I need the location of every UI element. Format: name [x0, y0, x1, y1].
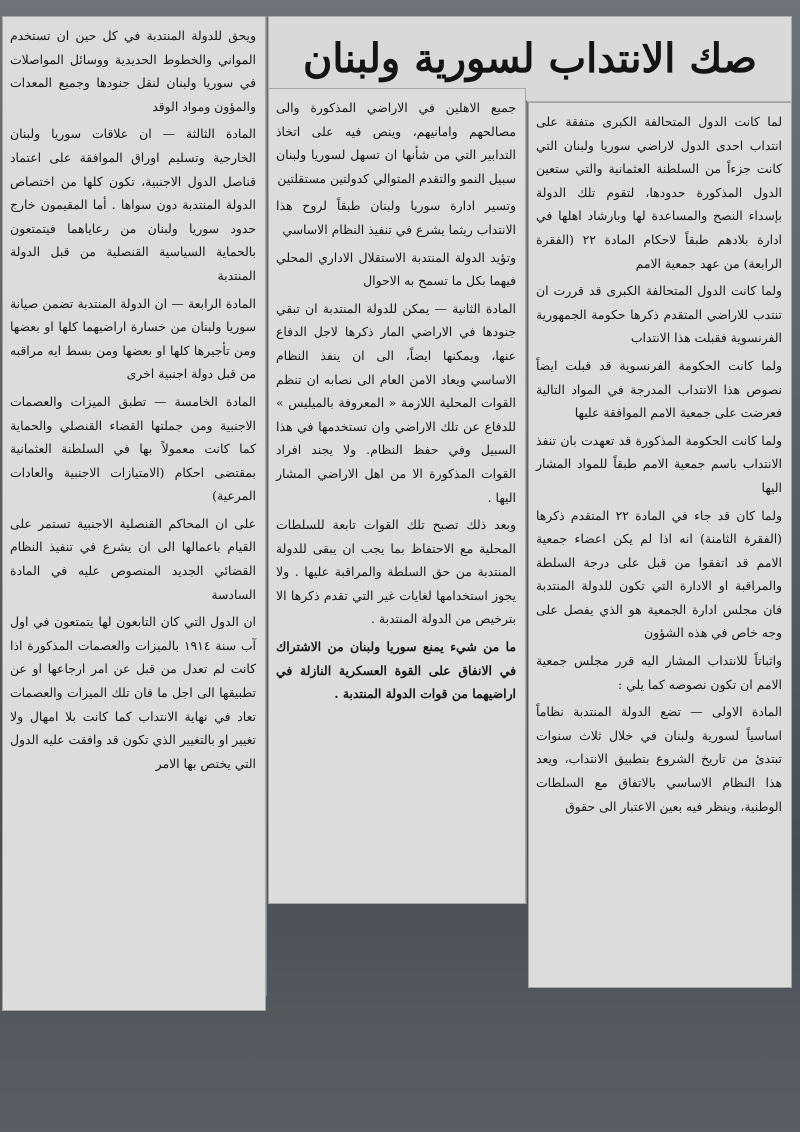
- paragraph: وتؤيد الدولة المنتدبة الاستقلال الاداري المحلي فيهما بكل ما تسمح به الاحوال: [276, 249, 516, 289]
- paragraph: على ان المحاكم القنصلية الاجنبية تستمر على القيام باعمالها الى ان يشرع في تنفيذ النظام القضائي الجديد المنصوص عليه في المادة السادسة: [10, 515, 256, 602]
- headline-title: صك الانتداب لسورية ولبنان: [303, 35, 757, 82]
- middle-column: [268, 88, 526, 904]
- paragraph: ما من شيء يمنع سوريا ولبنان من الاشتراك في الانفاق على القوة العسكرية النازلة في اراضيهما من قوات الدولة المنتدبة .: [276, 639, 516, 702]
- paragraph: ولما كانت الحكومة الفرنسوية قد قبلت ايضاً نصوص هذا الانتداب المدرجة في المواد التالية فعرضت على جمعية الامم الموافقة عليها: [536, 357, 782, 421]
- left-column: [2, 16, 266, 1011]
- paragraph: ولما كانت الحكومة المذكورة قد تعهدت بان تنفذ الانتداب باسم جمعية الامم طبقاً للمواد المشار اليها: [536, 432, 782, 495]
- article-paragraph: المادة الخامسة — تطبق الميزات والعصمات الاجنبية ومن جملتها القضاء القنصلي والحماية كما كانت معمولاً بها في السلطنة العثمانية بمقتضى احكام (الامتيازات الاجنبية والعادات المرعية): [10, 393, 256, 504]
- article-paragraph: المادة الرابعة — ان الدولة المنتدبة تضمن صيانة سوريا ولبنان من خسارة اراضيهما كلها او بعضها ومن تأجيرها كلها او بعضها ومن بسط ايه مراقبه من قبل دولة اجنبية اخرى: [10, 295, 256, 382]
- article-paragraph: المادة الثانية — يمكن للدولة المنتدبة ان تبقي جنودها في الاراضي المار ذكرها لاجل الدفاع عنها، ويمكنها ايضاً، الى ان ينفذ النظام الاساسي ويعاد الامن العام الى نصابه ان تنظم القوات المحلية اللازمة « المعروفة بالميليس » للدفاع عن تلك الاراضي وان تستخدمها في هذا السبيل وفي حفظ النظام. ولا يجند افراد القوات المذكورة الا من اهل الاراضي المشار اليها .: [276, 300, 516, 505]
- column-divider: [526, 100, 527, 904]
- paragraph: ويحق للدولة المنتدبة في كل حين ان تستخدم المواني والخطوط الحديدية ووسائل المواصلات في سوريا ولبنان لنقل جنودها وجميع المعدات والمؤون ومواد الوقد: [10, 28, 256, 114]
- paragraph: لما كانت الدول المتحالفة الكبرى متفقة على انتداب احدى الدول لاراضي سوريا ولبنان التي كانت جزءاً من السلطنة العثمانية والتي ستعين الدول المذكورة حدودها، لتقوم تلك الدولة بإسداء النصح والمساعدة لها وبارشاد اهلها في ادارة بلادهم طبقاً لاحكام المادة ٢٢ (الفقرة الرابعة) من عهد جمعية الامم: [536, 114, 782, 271]
- right-column: [528, 102, 792, 988]
- article-paragraph: المادة الثالثة — ان علاقات سوريا ولبنان الخارجية وتسليم اوراق الموافقة على اعتماد قناصل الدول الاجنبية، تكون كلها من اختصاص الدولة المنتدبة دون سواها . أما المقيمون خارج حدود سوريا ولبنان من رعاياهما فيتمتعون بالحماية السياسية القنصلية من قبل الدولة المنتدبة: [10, 126, 256, 283]
- paragraph: ولما كان قد جاء في المادة ٢٢ المتقدم ذكرها (الفقرة الثامنة) انه اذا لم يكن اعضاء جمعية الامم قد اتفقوا من قبل على درجة السلطة والمراقبة او الادارة التي تكون للدولة المنتدبة فان مجلس ادارة الجمعية هو الذي يفصل على وجه خاص في هذه الشؤون: [536, 507, 782, 641]
- paragraph: ان الدول التي كان التابعون لها يتمتعون في اول آب سنة ١٩١٤ بالميزات والعصمات المذكورة اذا كانت لم تعدل من قبل عن امر ارجاعها او عن تطبيقها الى اجل ما فان تلك الميزات والعصمات تعاد في نهاية الانتداب كما كانت بلا امهال ولا تغيير او بالتغيير الذي تكون قد وافقت عليه الدول التي يختص بها الامر: [10, 614, 256, 771]
- paragraph: وتسير ادارة سوريا ولبنان طبقاً لروح هذا الانتداب ريثما يشرع في تنفيذ النظام الاساسي: [276, 198, 516, 237]
- paragraph: واثباتاً للانتداب المشار اليه قرر مجلس جمعية الامم ان تكون نصوصه كما يلي :: [536, 653, 782, 692]
- paragraph: جميع الاهلين في الاراضي المذكورة والى مصالحهم وامانيهم، وينص فيه على اتخاذ التدابير التي من شأنها ان تسهل لسوريا ولبنان سبيل النمو والتقدم المتوالي كدولتين مستقلتين: [276, 100, 516, 186]
- article-paragraph: المادة الاولى — تضع الدولة المنتدبة نظاماً اساسياً لسورية ولبنان في خلال ثلاث سنوات تبتدئ من تاريخ الشروع بتطبيق الانتداب، ويعد هذا النظام الاساسي بالاتفاق مع السلطات الوطنية، وينظر فيه بعين الاعتبار الى حقوق: [536, 704, 782, 814]
- paragraph: وبعد ذلك تصبح تلك القوات تابعة للسلطات المحلية مع الاحتفاظ بما يجب ان يبقى للدولة المنتدبة من حق السلطة والمراقبة عليها . ولا يجوز استخدامها لغايات غير التي تقدم ذكرها الا بترخيص من الدولة المنتدبة .: [276, 517, 516, 627]
- paragraph: ولما كانت الدول المتحالفة الكبرى قد قررت ان تنتدب للاراضي المتقدم ذكرها حكومة الجمهورية الفرنسوية فقبلت هذا الانتداب: [536, 283, 782, 346]
- column-divider: [266, 16, 267, 996]
